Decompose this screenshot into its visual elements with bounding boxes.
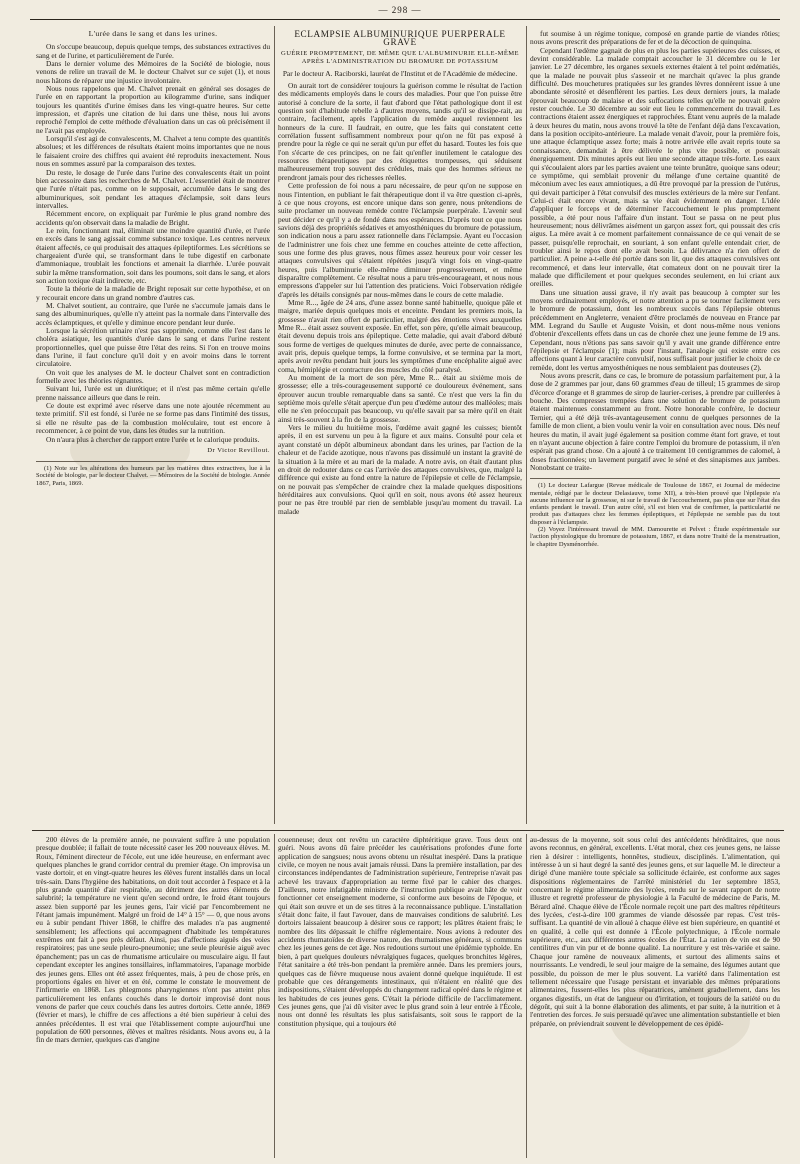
column-divider bbox=[274, 26, 275, 824]
paragraph: Mme R..., âgée de 24 ans, d'une assez bonne santé habituelle, quoique pâle et maigre, mariée depuis quelques mois et enceinte. Pendant les premiers mois, la grossesse n'avait rien offert de particulier, malgré des émotions vives auxquelles Mme R... était assez souvent exposée. En effet, son père, qu'elle aimait beaucoup, était devenu depuis trois ans épileptique. Cette maladie, qui avait d'abord débuté sous forme de vertiges de quelques minutes de durée, avec perte de connaissance, avait pris, depuis quelque temps, la forme convulsive, et se termina par la mort, après avoir revêtu pendant huit jours les symptômes d'une encéphalite aiguë avec coma, hémiplégie et contracture des muscles du côté paralysé. bbox=[278, 297, 522, 374]
newspaper-page bbox=[10, 0, 790, 1164]
paragraph: Vers le milieu du huitième mois, l'œdème avait gagné les cuisses; bientôt après, il en est survenu un peu à la figure et aux mains. Consulté pour cela et ayant constaté un dépôt albumineux abondant dans les urines, par l'action de la chaleur et de l'acide azotique, nous n'avons pas dissimulé un instant la gravité de la situation à la mère et au mari de la malade. A notre avis, on était d'autant plus en droit de redouter dans ce cas l'arrivée des attaques convulsives, que, malgré la différence qui existe au fond entre la nature de l'épilepsie et celle de l'éclampsie, on ne pouvait pas s'empêcher de craindre chez la malade quelques dispositions héréditaires aux convulsions. Quoi qu'il en soit, nous avons été assez heureux pour ne pas être troublé par rien de semblable jusqu'au moment du travail. La malade bbox=[278, 423, 522, 516]
column-divider bbox=[526, 26, 527, 824]
paragraph: Du reste, le dosage de l'urée dans l'urine des convalescents était un point bien accessoire dans les recherches de M. Chalvet. L'essentiel était de montrer que l'urée n'était pas, comme on le supposait, accumulée dans le sang des albuminuriques, soit pendant les attaques d'éclampsie, soit dans leurs intervalles. bbox=[36, 167, 270, 210]
paragraph: On aurait tort de considérer toujours la guérison comme le résultat de l'action des médicaments employés dans le cours des maladies. Pour que l'on puisse être autorisé à conclure de la sorte, il faut d'abord que l'état pathologique dont il est question soit d'habitude rebelle à d'autres moyens, tandis qu'il se dissipe-rait, au contraire, facilement, après l'application du remède auquel reviennent les honneurs de la cure. Il faudrait, en outre, que les faits qui constatent cette corrélation fussent suffisamment nombreux pour qu'on ne fût pas exposé à prendre pour la règle ce qui ne serait qu'un pur effet du hasard. Toutes les fois que l'on s'écarte de ces principes, on ne fait qu'enfler inutilement le catalogue des ressources thérapeutiques par des étiquettes trompeuses, qui séduisent malheureusement trop souvent des crédules, mais que des hommes sérieux ne prendront jamais pour des richesses réelles. bbox=[278, 81, 522, 182]
paragraph: Ce doute est exprimé avec réserve dans une note ajoutée récemment au texte primitif. S'il est fondé, si l'urée ne se forme pas dans l'intimité des tissus, si elle ne résulte pas de la combustion moléculaire, tout est encore à recommencer, à ce point de vue, dans les études sur la nutrition. bbox=[36, 401, 270, 436]
article-subtitle: GUÉRIE PROMPTEMENT, DE MÊME QUE L'ALBUMINURIE ELLE-MÊME APRÈS L'ADMINISTRATION DU BROMURE DE POTASSIUM bbox=[281, 49, 519, 65]
paragraph: Dans une situation aussi grave, il n'y avait pas beaucoup à compter sur les moyens ordinairement employés, et notre attention a pu se tourner facilement vers le bromure de potassium, dont les nombreux succès dans l'épilepsie obtenus précédemment en Angleterre, venaient d'être proclamés de nouveau en France par MM. Legrand du Saulle et Auguste Voisin, et dont nous-même nous venions d'obtenir d'excellents effets dans un cas de chorée chez une jeune femme de 19 ans. Cependant, nous n'étions pas sans savoir qu'il y avait une grande différence entre l'épilepsie et l'éclampsie (1); mais pour l'instant, l'analogie qui existe entre ces affections quant à leur caractère convulsif, nous suffisait pour justifier le choix de ce remède, dont les vertus amyosthéniques ne nous semblaient pas douteuses (2). bbox=[530, 287, 780, 372]
footnote: (1) Note sur les altérations des humeurs par les matières dites extractives, lue à la Société de biologie, par le docteur Chalvet. — Mémoires de la Société de biologie. Année 1867, Paris, 1869. bbox=[36, 465, 270, 487]
paragraph: Au moment de la mort de son père, Mme R... était au sixième mois de grossesse; elle a très-courageusement supporté ce douloureux événement, sans éprouver aucun trouble remarquable dans sa santé. Ce n'est que vers la fin du septième mois qu'elle s'était aperçue d'un peu d'œdème autour des malléoles; mais elle ne s'en préoccupait pas beaucoup, vu qu'elle savait par sa mère qu'il en était ainsi très-souvent à la fin de la grossesse. bbox=[278, 373, 522, 424]
paragraph: au-dessus de la moyenne, soit sous celui des antécédents héréditaires, que nous avons reconnus, en général, excellents. L'état moral, chez ces jeunes gens, ne laisse rien à désirer : intelligents, honnêtes, studieux, disciplinés. L'alimentation, qui intéresse à un si haut degré la santé des jeunes gens, et sur laquelle M. le directeur a dirigé d'une manière toute spéciale sa sollicitude éclairée, est conforme aux sages dispositions réglementaires de l'arrêté ministériel du 1er septembre 1853, concernant le régime alimentaire des lycées, rendu sur le savant rapport de notre illustre et regretté professeur de physiologie à la Faculté de médecine de Paris, M. Bérard aîné. Chaque élève de l'École normale reçoit une part des maîtres répétiteurs des lycées, c'est-à-dire 100 grammes de viande désossée par repas. C'est très-suffisant. La quantité de vin alloué à chaque élève est bien supérieure, en quantité et en qualité, à celle qui est donnée à l'École polytechnique, à l'École normale supérieure, etc., aux différentes autres écoles de l'État. La ration de vin est de 90 centilitres d'un vin pur et de bonne qualité. La nourriture y est très-variée et saine. Chaque jour ramène de nouveaux aliments, et surtout des aliments sains et nourrissants. Le vendredi, le seul jour maigre de la semaine, des légumes autant que possible, du poisson de mer le plus souvent. La variété dans l'alimentation est tellement nécessaire que l'usage persistant et invariable des mêmes préparations alimentaires, fussent-elles les plus réparatrices, amènent graduellement, dans les organes digestifs, un état de langueur ou d'irritation, et toujours de la satiété ou du dégoût, qui suit à la bonne élaboration des aliments, et par suite, à la nutrition et à l'entretien des forces. Je suis persuadé qu'avec une alimentation substantielle et bien préparée, on préviendrait souvent le développement de ces épidé- bbox=[530, 836, 780, 1028]
article-body bbox=[278, 82, 522, 516]
footnote: (1) Le docteur Lafargue (Revue médicale de Toulouse de 1867, et Journal de médecine mentale, rédigé par le docteur Delasiauve, tome XII), a très-bien prouvé que l'épilepsie n'a aucune influence sur la grossesse, ni sur le travail de l'accouchement, pas plus que sur l'état des enfants pendant le travail. D'un autre côté, s'il est bien vrai de confirmer, la particularité ne produit pas d'attaques chez les femmes épileptiques, et l'épilepsie ne semble pas du tout disposer à l'éclampsie. bbox=[530, 482, 780, 526]
article-ecole-col1 bbox=[36, 836, 270, 1158]
article-eclampsie bbox=[278, 30, 522, 822]
footnote: (2) Voyez l'intéressant travail de MM. Damourette et Pelvet : Étude expérimentale sur l'action physiologique du bromure de potassium, 1867, et dans notre Traité de la menstruation, le chapitre Dysménorrhée. bbox=[530, 526, 780, 548]
paragraph: Lorsqu'il s'est agi de convalescents, M. Chalvet a tenu compte des quantités absolues; et les différences de résultats étaient moins importantes que ne nous le faisaient croire des chiffres qui avaient été reproduits inexactement. Nous nous en sommes assuré par la comparaison des textes. bbox=[36, 134, 270, 169]
column-divider bbox=[526, 834, 527, 1158]
article-byline: Par le docteur A. Raciborski, lauréat de l'Institut et de l'Académie de médecine. bbox=[282, 68, 518, 78]
article-title: ÉCLAMPSIE ALBUMINURIQUE PUERPÉRALE GRAVE bbox=[294, 30, 506, 48]
author-signature: Dr Victor Revillout. bbox=[207, 446, 270, 454]
paragraph: Dans le dernier volume des Mémoires de la Société de biologie, nous venons de relire un travail de M. le docteur Chalvet sur ce sujet (1), et nous nous hâtons de réparer une injustice involontaire. bbox=[36, 59, 270, 85]
paragraph: On voit que les analyses de M. le docteur Chalvet sont en contradiction formelle avec les théories régnantes. bbox=[36, 367, 270, 386]
paragraph: Cependant l'œdème gagnait de plus en plus les parties supérieures des cuisses, et devint considérable. La malade comptait accoucher le 31 décembre ou le 1er janvier. Le 27 décembre, les organes sexuels externes étaient à tel point œdématiés, que la malade ne pouvait plus s'asseoir et ne marchait qu'avec la plus grande difficulté. Des mouchetures pratiquées sur les grandes lèvres donnèrent issue à une abondante sérosité et désenflèrent les parties. Les deux derniers jours, la malade éprouvait beaucoup de malaise et des suffocations telles qu'elle ne pouvait guère rester couchée. Le 30 décembre au soir eut lieu le commencement du travail. Les contractions étaient assez énergiques et rapprochées. Étant venu auprès de la malade à deux heures du matin, nous avons trouvé la tête de l'enfant déjà dans l'excavation, dans la position occipito-antérieure. La malade venait d'avoir, pour la première fois, une attaque éclamptique assez forte; mais à notre arrivée elle avait repris toute sa connaissance, demandait à être délivrée le plus vite possible, et poussait énergiquement. Dix minutes après eut lieu une seconde attaque très-forte. Les eaux qui s'écoulaient alors par les parties avaient une teinte brunâtre, quoique sans odeur; ce symptôme, qui semblait provenir du mélange d'une certaine quantité de méconium avec les eaux amniotiques, a dû être provoqué par la pression de l'utérus, qui devait participer à l'état convulsif des muscles extérieurs de la mère sur l'enfant. Celui-ci était encore vivant, mais sa vie était évidemment en danger. L'idée d'appliquer le forceps et de déterminer l'accouchement le plus promptement possible, a été pour nous l'affaire d'un instant. Tout se passa on ne peut plus heureusement; nous délivrâmes aisément un garçon assez fort, qui poussait des cris aigus. La mère avait à ce moment parfaitement connaissance de ce qui venait de se passer, puisqu'elle reprochait, en souriant, à son enfant qu'elle entendait crier, de troubler ainsi le repos dont elle avait besoin. La délivrance n'a rien offert de particulier. A peine a-t-elle été portée dans son lit, que des attaques convulsives ont recommencé, et dans leur intervalle, état comateux dont on ne pouvait tirer la malade que difficilement et pour quelques secondes seulement, en lui criant aux oreilles. bbox=[530, 45, 780, 289]
paragraph: M. Chalvet soutient, au contraire, que l'urée ne s'accumule jamais dans le sang des albuminuriques, qu'elle n'y atteint pas la normale dans l'intervalle des accès éclamptiques, et qu'elle y diminue encore pendant leur durée. bbox=[36, 301, 270, 327]
paragraph: fut soumise à un régime tonique, composé en grande partie de viandes rôties; nous avons prescrit des préparations de fer et de la décoction de quinquina. bbox=[530, 30, 780, 47]
paragraph: On n'aura plus à chercher de rapport entre l'urée et le calorique produits. bbox=[46, 434, 260, 444]
paragraph: Toute la théorie de la maladie de Bright reposait sur cette hypothèse, et on y recourait encore dans un grand nombre d'autres cas. bbox=[36, 284, 270, 302]
paragraph: Récemment encore, on expliquait par l'urémie le plus grand nombre des accidents qu'on observait dans la maladie de Bright. bbox=[36, 209, 270, 227]
paragraph: 200 élèves de la première année, ne pouvaient suffire à une population presque doublée; il fallait de toute nécessité caser les 200 nouveaux élèves. M. Roux, l'éminent directeur de l'école, eut une idée heureuse, en enfermant avec quelques planches le grand corridor central du premier étage. On improvisa un vaste dortoir, et en vingt-quatre heures les élèves furent installés dans un local très-sain. Dans l'hygiène des habitations, on doit tout accorder à l'espace et à la plus grande quantité d'air respirable, au détriment des autres éléments de salubrité; la température ne vient qu'en second ordre, le froid étant toujours assez bien supporté par les jeunes gens, l'air vicié par l'encombrement ne l'étant jamais impunément. Malgré un froid de 14° à 15° — 0, que nous avons eu à subir pendant l'hiver 1868, le chiffre des malades n'a pas augmenté sensiblement; les affections qui accompagnent d'habitude les températures extrêmes ont fait à peu près défaut. Ainsi, pas d'affections aiguës des voies respiratoires; pas une seule pleuro-pneumonie; une seule pleurésie aiguë avec épanchement; pas un cas de rhumatisme articulaire ou musculaire aigu. Il faut cependant excepter les angines tonsillaires, inflammatoires, l'apanage morbide des jeunes gens. Elles ont été assez fréquentes, mais, à peu de chose près, en proportions égales en hiver et en été, comme le constate le mouvement de l'infirmerie en 1868. Les phlegmons pharyngiennes n'ont pas atteint plus particulièrement les enfants couchés dans le dortoir improvisé dont nous venons de parler que ceux couchés dans les autres dortoirs. Cette année, 1869 (février et mars), le chiffre de ces affections a été bien supérieur à celui des années précédentes. Il est vrai que l'établissement compte aujourd'hui une population de 600 personnes, élèves et maîtres résidants. Nous avons eu, à la fin de mars dernier, quelques cas d'angine bbox=[36, 836, 270, 1045]
paragraph: On s'occupe beaucoup, depuis quelque temps, des substances extractives du sang et de l'urine, et particulièrement de l'urée. bbox=[36, 42, 270, 60]
article-title: L'urée dans le sang et dans les urines. bbox=[88, 30, 218, 38]
article-ecole-col3 bbox=[530, 836, 780, 1158]
header-rule bbox=[30, 19, 780, 20]
article-body bbox=[36, 43, 270, 444]
paragraph: Lorsque la sécrétion urinaire n'est pas supprimée, comme elle l'est dans le choléra asiatique, les quantités d'urée dans le sang et dans l'urine restent proportionnelles, quel que puisse être l'état des reins. Si l'on en trouve moins dans l'urine, il faut conclure qu'il doit y en avoir moins dans le torrent circulatoire. bbox=[36, 326, 270, 369]
paragraph: Cette profession de foi nous a paru nécessaire, de peur qu'on ne suppose en nous l'intention, en publiant le fait thérapeutique dont il va être question ci-après, à ce que nous croyons, est encore unique dans son genre, nous prétendions de suite proclamer un nouveau remède contre l'éclampsie puerpérale. L'avenir seul peut décider ce qu'il y a de fondé dans nos espérances. D'après tout ce que nous savions déjà des propriétés sédatives et amyosthéniques du bromure de potassium, son indication nous a paru assez rationnelle dans l'éclampsie. Ayant eu l'occasion de l'administrer une fois chez une femme en couches atteinte de cette affection, sous une forme des plus graves, nous fûmes assez heureux pour voir cesser les attaques convulsives qui s'étaient répétées jusqu'à vingt fois en vingt-quatre heures, puis l'albuminurie elle-même diminuer progressivement, et même disparaître complètement. Ce résultat nous a paru très-encourageant, et nous nous empressons d'appeler sur lui l'attention des praticiens. Voici l'observation rédigée d'après les détails consignés par nous-mêmes dans le cours de cette maladie. bbox=[278, 181, 522, 299]
article-eclampsie-continued bbox=[530, 30, 780, 822]
article-ecole-col2 bbox=[278, 836, 522, 1158]
page-number: — 298 — bbox=[378, 5, 422, 15]
footnotes bbox=[36, 461, 270, 487]
article-body bbox=[530, 30, 780, 472]
paragraph: Suivant lui, l'urée est un diurétique; et il n'est pas même certain qu'elle prenne naissance ailleurs que dans le rein. bbox=[36, 384, 270, 402]
article-uree bbox=[36, 30, 270, 822]
column-divider bbox=[274, 834, 275, 1158]
section-rule bbox=[32, 830, 784, 831]
footnotes bbox=[530, 478, 780, 548]
paragraph: Nous nous rappelons que M. Chalvet prenait en général ses dosages de l'urée en en rapportant la proportion au kilogramme d'urine, sans indiquer toujours les quantités d'urine émises dans les vingt-quatre heures. Sur cette impression, et d'après une citation de lui dans une thèse, nous lui avons reproché l'emploi de cette méthode d'évaluation dans un cas où précisément il ne l'avait pas employée. bbox=[36, 84, 270, 135]
paragraph: Le rein, fonctionnant mal, éliminait une moindre quantité d'urée, et l'urée en excès dans le sang agissait comme substance toxique. Les centres nerveux étaient affectés, ce qui produisait des attaques épileptiformes. Les sécrétions se chargeaient d'urée qui, se transformant dans le tube digestif en carbonate d'ammoniaque, troublait les fonctions et amenait la diarrhée. L'urée pouvait subir la même transformation, soit dans les poumons, soit dans le sang, et alors son action toxique était indirecte, etc. bbox=[36, 225, 270, 285]
paragraph: Nous avons prescrit, dans ce cas, le bromure de potassium parfaitement pur, à la dose de 2 grammes par jour, dans 60 grammes d'eau de tilleul; 15 grammes de sirop d'écorce d'orange et 8 grammes de sirop de laurier-cerises, à prendre par cuillerées à bouche. Des compresses trempées dans une solution de bromure de potassium étaient maintenues constamment au front. Notre honorable confrère, le docteur Ternier, qui a été déjà très-avantageusement connu de quelques personnes de la famille de mon client, a bien voulu venir la voir en consultation avec nous. Dès neuf heures du matin, il avait jugé également sa position comme étant fort grave, et tout en n'ayant aucune objection à faire contre l'emploi du bromure de potassium, il n'en espérait pas grand chose. On a ajouté à ce traitement 10 centigrammes de calomel, à doses fractionnées; un lavement purgatif avec le séné et des sinapismes aux jambes. Nonobstant ce traite- bbox=[530, 371, 780, 472]
paragraph: couenneuse; deux ont revêtu un caractère diphtéritique grave. Tous deux ont guéri. Nous avons dû faire précéder les cautérisations profondes d'une forte application de sangsues; nous avons obtenu un résultat inespéré. Dans la pratique civile, ce moyen ne nous avait jamais réussi. Dans la première installation, par des circonstances indépendantes de l'administration supérieure, l'entreprise n'avait pas achevé les travaux d'appropriation au terme fixé par le cahier des charges. D'ailleurs, notre infatigable ministre de l'instruction publique avait hâte de voir fonctionner cet enseignement moderne, si conforme aux besoins de l'époque, et qui était son œuvre et un de ses titres à la reconnaissance publique. L'installation s'était donc faite, il faut l'avouer, dans de mauvaises conditions de salubrité. Les dortoirs laissaient beaucoup à désirer sous ce rapport; les plâtres étaient frais; le nombre des lits dépassait le chiffre réglementaire. Nous avions à redouter des accidents rhumatoïdes de diverse nature, des rhumatismes généraux, si communs chez les jeunes gens de cet âge. Nos redoutions surtout une épidémie typhoïde. En bien, à part quelques douleurs névralgiques fugaces, quelques bronchites légères, l'état sanitaire a été très-bon pendant la première année. Dans les premiers jours, quelques cas de fièvre muqueuse nous avaient donné quelque inquiétude. Il est probable que ces dérangements intestinaux, qui n'étaient en réalité que des indispositions, s'étaient développés du changement radical opéré dans le régime et les habitudes de ces jeunes gens. C'était la période difficile de l'acclimatement. Ces jeunes gens, que j'ai dû visiter avec le plus grand soin à leur entrée à l'École, nous ont donné les résultats les plus satisfaisants, soit sous le rapport de la constitution physique, qui a toujours été bbox=[278, 836, 522, 1028]
